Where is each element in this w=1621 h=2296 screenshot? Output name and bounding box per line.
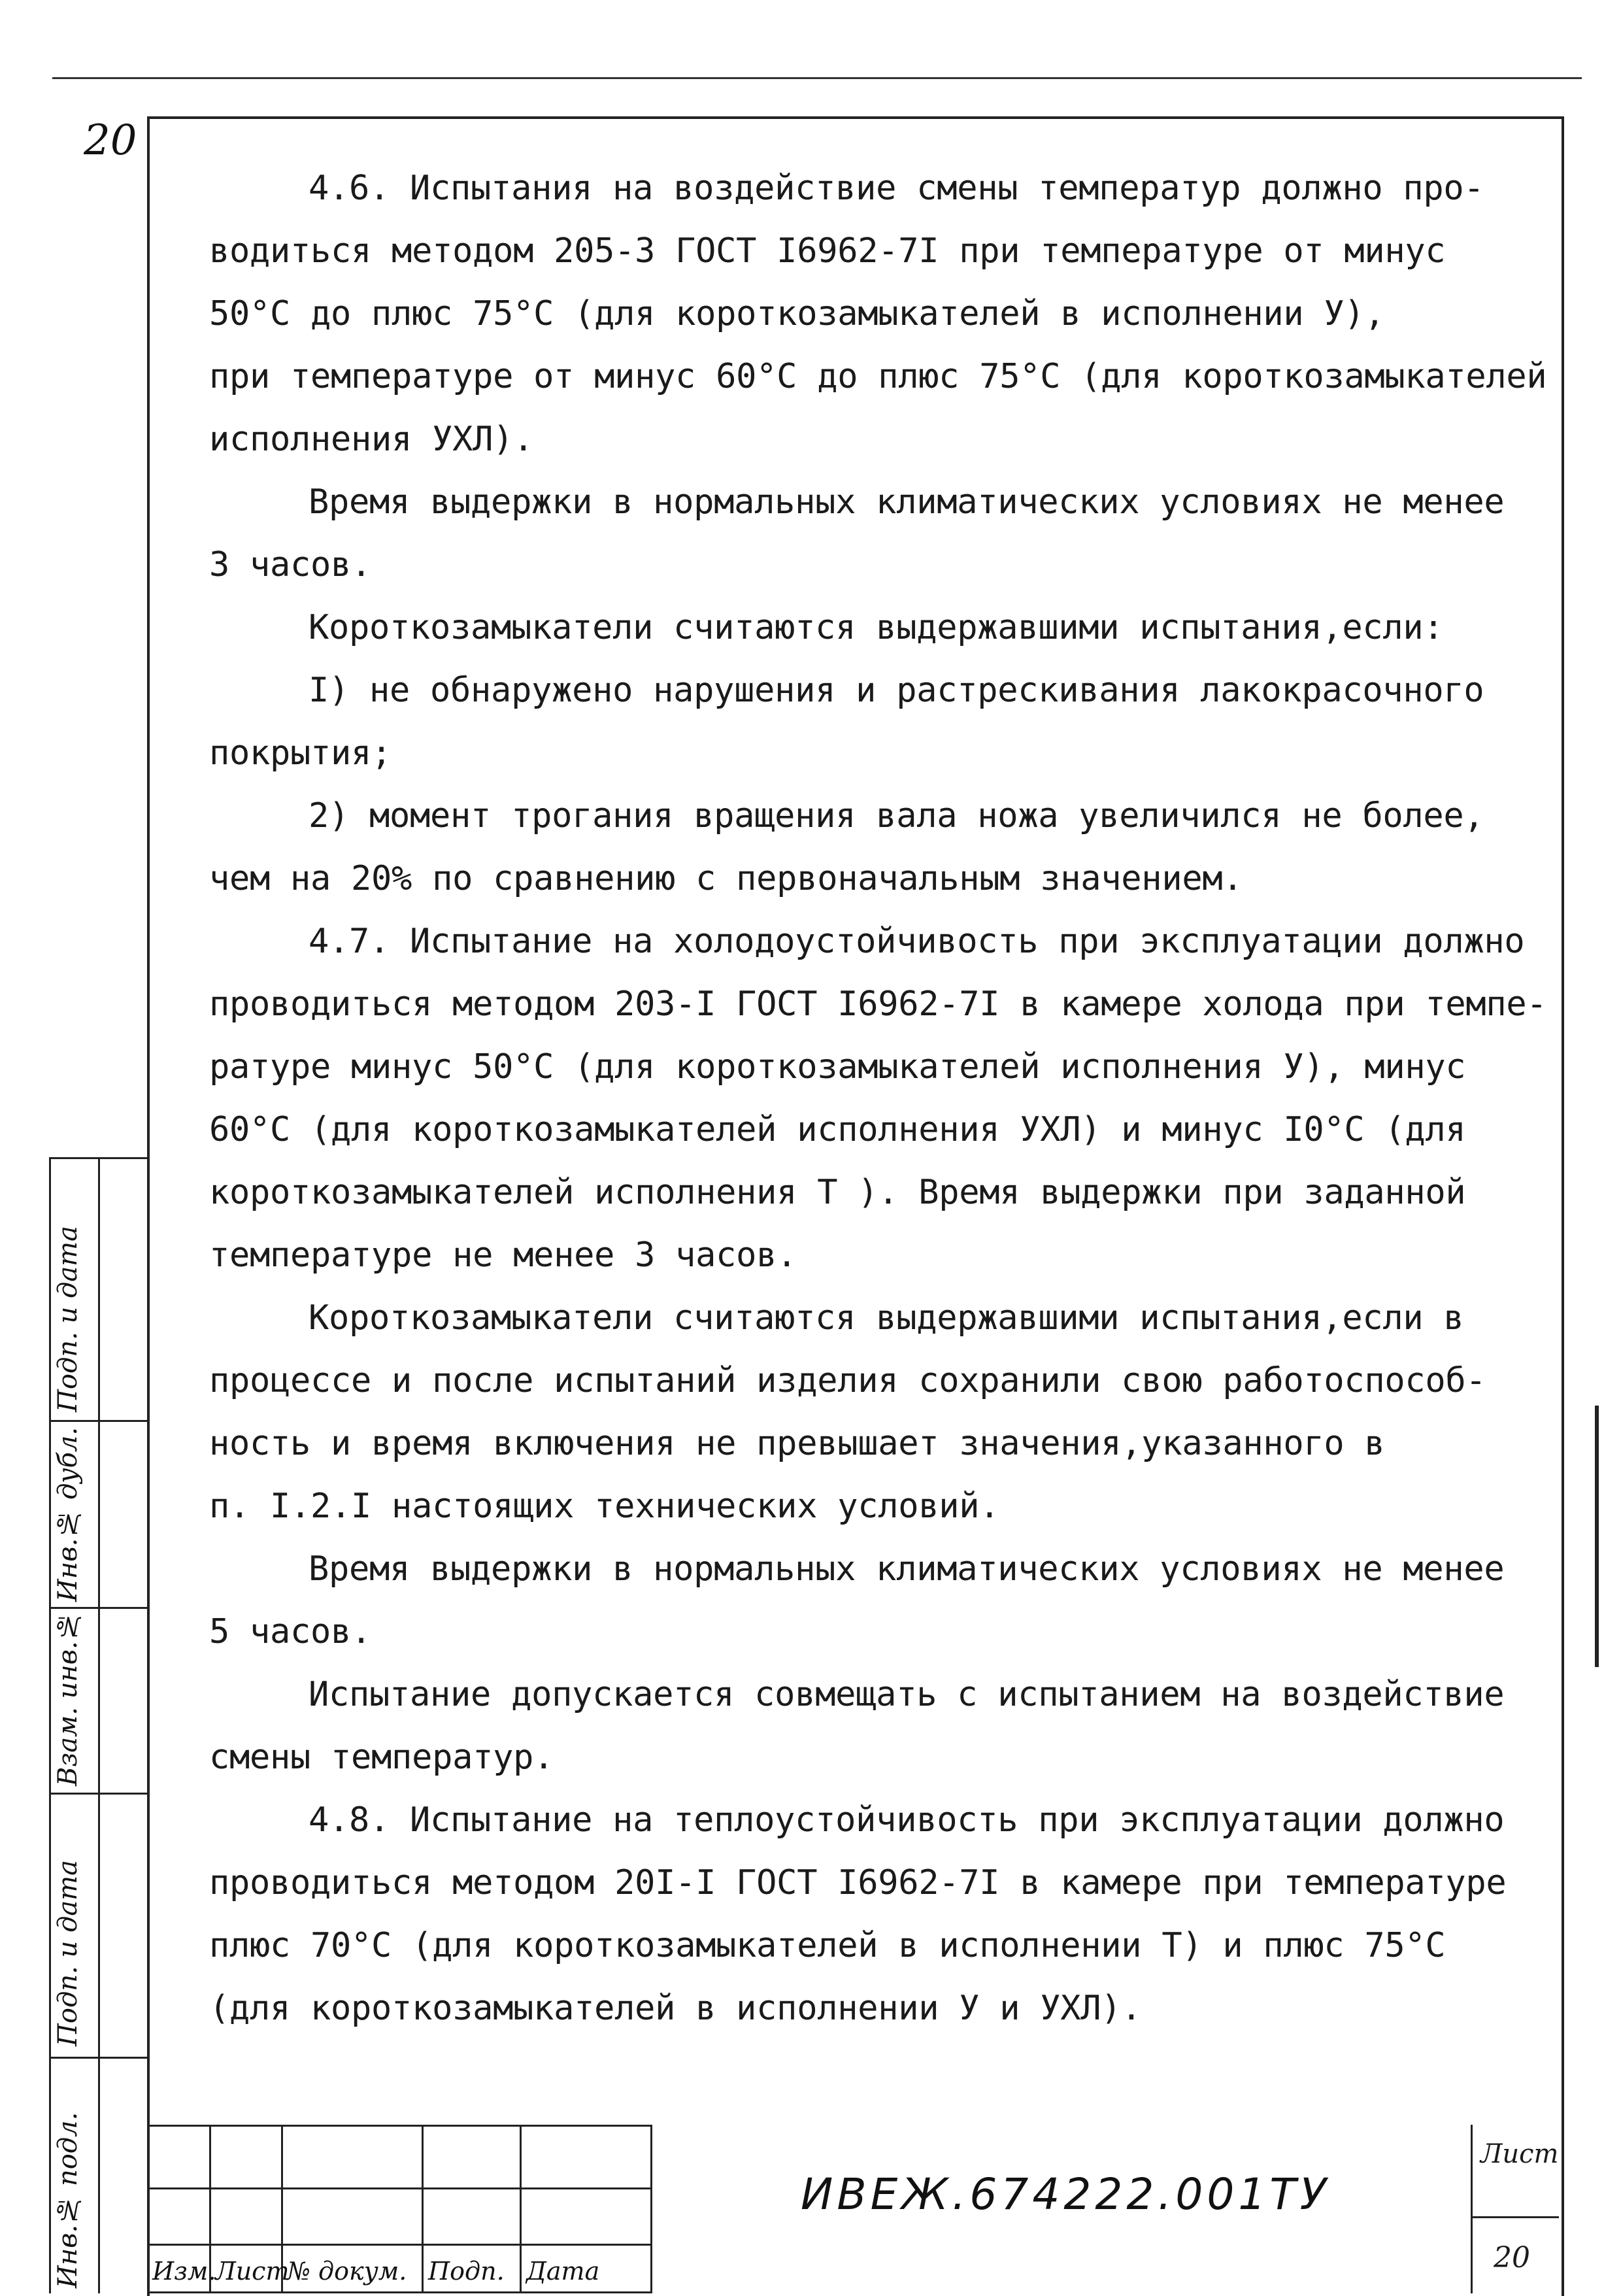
side-stamp-line bbox=[49, 2057, 147, 2059]
title-block-line bbox=[1471, 2125, 1473, 2293]
text-line: (для короткозамыкателей в исполнении У и УХЛ). bbox=[209, 1989, 1142, 2028]
text-line: исполнения УХЛ). bbox=[209, 420, 534, 459]
sheet-number: 20 bbox=[1494, 2241, 1530, 2274]
text-line: проводиться методом 203-I ГОСТ I6962-7I в камере холода при темпе- bbox=[209, 985, 1547, 1024]
text-line: при температуре от минус 60°С до плюс 75°С (для короткозамыкателей bbox=[209, 357, 1547, 396]
text-line: смены температур. bbox=[209, 1738, 554, 1777]
text-line: плюс 70°С (для короткозамыкателей в исполнении Т) и плюс 75°С bbox=[209, 1926, 1446, 1965]
text-line: 50°С до плюс 75°С (для короткозамыкателей в исполнении У), bbox=[209, 294, 1385, 333]
text-line: процессе и после испытаний изделия сохранили свою работоспособ- bbox=[209, 1361, 1486, 1400]
text-line: проводиться методом 20I-I ГОСТ I6962-7I в камере при температуре bbox=[209, 1863, 1507, 1902]
handwritten-page-number: 20 bbox=[84, 116, 137, 165]
text-line: п. I.2.I настоящих технических условий. bbox=[209, 1487, 1000, 1526]
text-line: 2) момент трогания вращения вала ножа увеличился не более, bbox=[309, 796, 1484, 836]
side-label-orig-inv: Инв.№ подл. bbox=[53, 2112, 83, 2288]
text-line: 5 часов. bbox=[209, 1612, 372, 1651]
side-stamp-column bbox=[49, 1157, 147, 2293]
top-rule bbox=[52, 77, 1582, 79]
text-line: 60°С (для короткозамыкателей исполнения УХЛ) и минус I0°С (для bbox=[209, 1110, 1466, 1149]
text-line: Время выдержки в нормальных климатических условиях не менее bbox=[309, 1549, 1505, 1589]
side-stamp-line bbox=[49, 1420, 147, 1422]
title-block-line bbox=[1471, 2216, 1559, 2218]
text-line: водиться методом 205-3 ГОСТ I6962-7I при температуре от минус bbox=[209, 231, 1446, 271]
col-label-doc-number: № докум. bbox=[287, 2257, 407, 2286]
text-line: 4.7. Испытание на холодоустойчивость при эксплуатации должно bbox=[309, 922, 1525, 961]
text-line: короткозамыкателей исполнения Т ). Время выдержки при заданной bbox=[209, 1173, 1466, 1212]
document-body bbox=[209, 157, 1547, 2040]
text-line: 4.6. Испытания на воздействие смены температур должно про- bbox=[309, 169, 1484, 208]
side-stamp-line bbox=[49, 1793, 147, 1795]
col-label-date: Дата bbox=[526, 2257, 600, 2286]
text-line: чем на 20% по сравнению с первоначальным значением. bbox=[209, 859, 1243, 898]
text-line: ность и время включения не превышает значения,указанного в bbox=[209, 1424, 1385, 1463]
text-line: покрытия; bbox=[209, 734, 392, 773]
side-stamp-line bbox=[49, 1607, 147, 1609]
title-block-line bbox=[147, 2244, 650, 2246]
text-line: 4.8. Испытание на теплоустойчивость при эксплуатации должно bbox=[309, 1800, 1505, 1840]
col-label-change: Изм. bbox=[152, 2257, 216, 2286]
text-line: Короткозамыкатели считаются выдержавшими испытания,если в bbox=[309, 1298, 1464, 1338]
col-label-signature: Подп. bbox=[428, 2257, 505, 2286]
title-block-line bbox=[147, 2125, 650, 2127]
side-label-sign-date-2: Подп. и дата bbox=[53, 1860, 83, 2046]
text-line: I) не обнаружено нарушения и растрескивания лакокрасочного bbox=[309, 671, 1484, 710]
title-block-line bbox=[520, 2125, 522, 2293]
frame-edge-mark bbox=[1595, 1406, 1599, 1667]
text-line: Короткозамыкатели считаются выдержавшими испытания,если: bbox=[309, 608, 1444, 647]
text-line: Время выдержки в нормальных климатических условиях не менее bbox=[309, 482, 1505, 522]
title-block-line bbox=[422, 2125, 424, 2293]
side-label-dup-inv: Инв.№ дубл. bbox=[53, 1427, 83, 1602]
side-stamp-line bbox=[49, 1157, 51, 2293]
text-line: Испытание допускается совмещать с испытанием на воздействие bbox=[309, 1675, 1505, 1714]
document-code: ИВЕЖ.674222.001ТУ bbox=[801, 2169, 1330, 2220]
title-block-line bbox=[650, 2125, 652, 2293]
title-block bbox=[147, 2125, 1559, 2293]
title-block-line bbox=[147, 2187, 650, 2189]
side-label-sign-date-1: Подп. и дата bbox=[53, 1226, 83, 1412]
side-label-replace-inv: Взам. инв.№ bbox=[53, 1611, 83, 1786]
sheet-label: Лист bbox=[1480, 2139, 1559, 2169]
col-label-sheet: Лист bbox=[215, 2257, 290, 2286]
side-stamp-line bbox=[49, 1157, 147, 1159]
text-line: 3 часов. bbox=[209, 545, 372, 584]
text-line: ратуре минус 50°С (для короткозамыкателей исполнения У), минус bbox=[209, 1047, 1466, 1087]
text-line: температуре не менее 3 часов. bbox=[209, 1236, 797, 1275]
